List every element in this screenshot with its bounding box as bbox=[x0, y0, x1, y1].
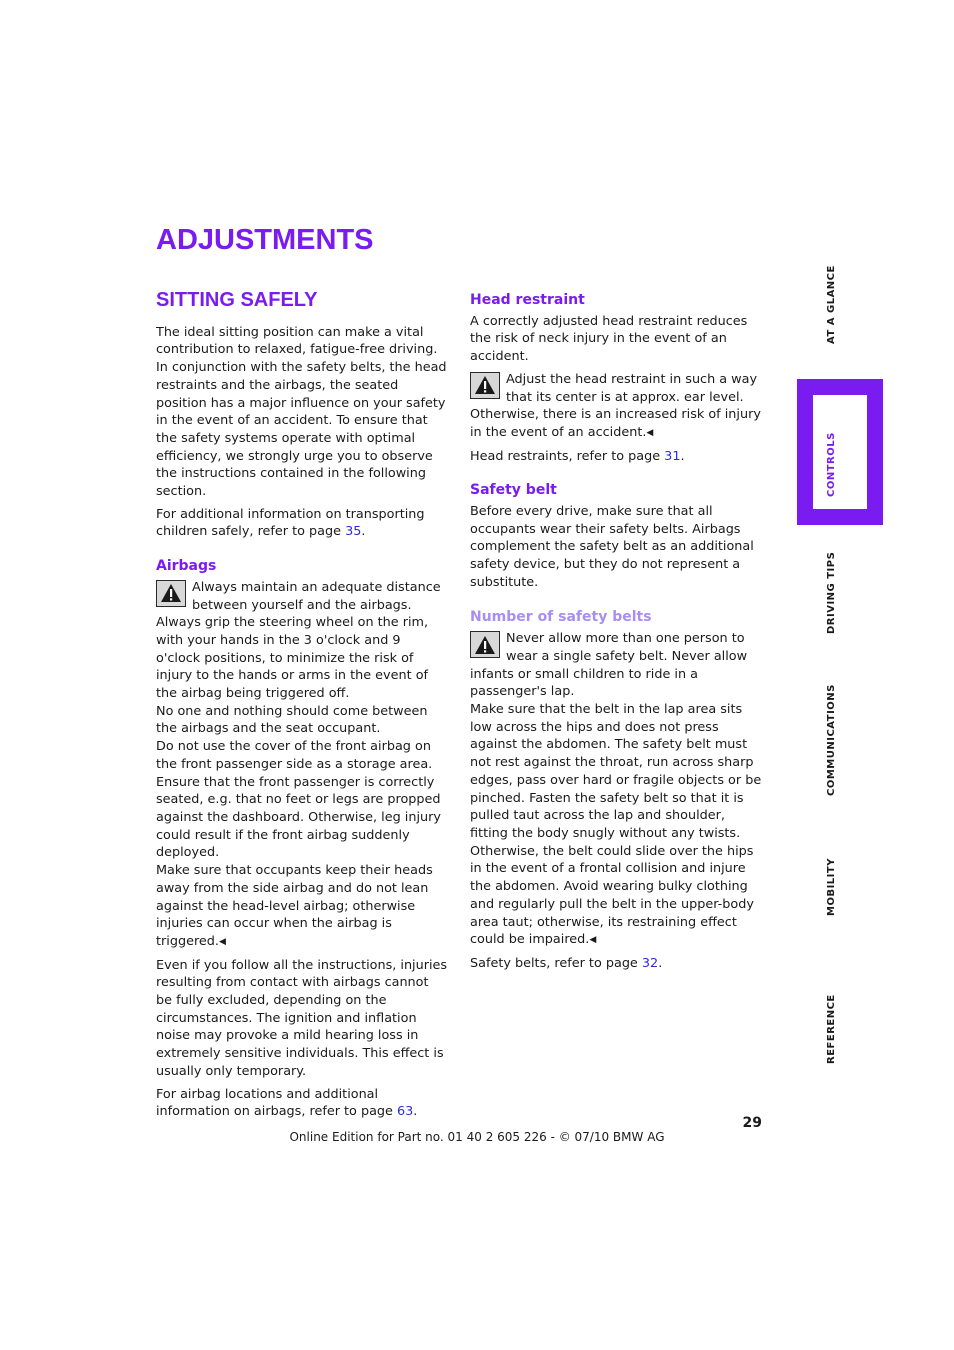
tab-label-mobility: MOBILITY bbox=[826, 858, 837, 916]
subheading-safety-belt: Safety belt bbox=[470, 482, 557, 499]
tab-label-at-a-glance: AT A GLANCE bbox=[826, 265, 837, 344]
airbag-warning: Always maintain an adequate distance between yourself and the airbags. Always grip the steering wheel on the rim, with your hands in the 3 o'clock and 9 o'clock positions, to minimize the risk of injury to the hands or arms in the event of the airbag being triggered off. bbox=[156, 579, 441, 702]
tab-communications[interactable] bbox=[797, 684, 884, 796]
page-link-32[interactable]: 32 bbox=[641, 955, 659, 971]
tab-driving-tips[interactable] bbox=[797, 551, 884, 634]
end-of-warning-icon: ◀ bbox=[589, 935, 597, 946]
airbag-warning-2: No one and nothing should come between the airbags and the seat occupant. bbox=[156, 703, 428, 737]
number-belts-warning-2: Make sure that the belt in the lap area sits low across the hips and does not press against the abdomen. The safety belt must not rest against the throat, run across sharp edges, pass over hard or fragile objects or be pinched. Fasten the safety belt so that it is pulled taut across the lap and shoulder, fitting the body snugly without any twists. Otherwise, the belt could slide over the hips in the event of a frontal collision and injure the abdomen. Avoid wearing bulky clothing and regularly pull the belt in the upper-body area taut; otherwise, its restraining effect could be impaired.◀ bbox=[470, 702, 762, 948]
intro-paragraph: The ideal sitting position can make a vital contribution to relaxed, fatigue-free driving. In conjunction with the safety belts, the head restraints and the airbags, the seated position has a major influence on your safety in the event of an accident. To ensure that the safety systems operate with optimal efficiency, we strongly urge you to observe the instructions contained in the following section. bbox=[156, 324, 447, 500]
tab-at-a-glance[interactable] bbox=[797, 265, 884, 344]
chapter-thumb-tabs bbox=[797, 260, 884, 1080]
head-restraint-reference: Head restraints, refer to page 31. bbox=[470, 448, 685, 464]
tab-label-controls: CONTROLS bbox=[826, 432, 837, 497]
right-column bbox=[470, 290, 762, 978]
left-column bbox=[156, 290, 448, 1126]
airbag-injuries-paragraph: Even if you follow all the instructions, injuries resulting from contact with airbags cannot be fully excluded, depending on the circumstances. The ignition and inflation noise may provoke a mild hearing loss in extremely sensitive individuals. This effect is usually only temporary. bbox=[156, 957, 448, 1079]
tab-controls-active[interactable] bbox=[797, 379, 883, 525]
airbag-locations-reference: For airbag locations and additional information on airbags, refer to page 63. bbox=[156, 1086, 418, 1120]
tab-label-driving-tips: DRIVING TIPS bbox=[826, 551, 837, 634]
tab-mobility[interactable] bbox=[797, 860, 884, 916]
warning-triangle-icon bbox=[156, 580, 186, 607]
page-title: ADJUSTMENTS bbox=[156, 224, 374, 256]
warning-triangle-icon bbox=[470, 372, 500, 399]
end-of-warning-icon: ◀ bbox=[219, 936, 226, 947]
tab-label-reference: REFERENCE bbox=[826, 994, 837, 1064]
subheading-head-restraint: Head restraint bbox=[470, 292, 585, 308]
tab-label-communications: COMMUNICATIONS bbox=[826, 684, 837, 796]
end-of-warning-icon: ◀ bbox=[646, 427, 654, 438]
tab-controls-inner bbox=[813, 395, 867, 509]
safety-belts-reference: Safety belts, refer to page 32. bbox=[470, 955, 663, 971]
subheading-number-of-safety-belts: Number of safety belts bbox=[470, 608, 652, 625]
airbag-warning-4: Make sure that occupants keep their heads away from the side airbag and do not lean against the head-level airbag; otherwise injuries can occur when the airbag is triggered.◀ bbox=[156, 863, 433, 949]
footer-edition-note: Online Edition for Part no. 01 40 2 605 226 - © 07/10 BMW AG bbox=[289, 1130, 665, 1144]
page-link-35[interactable]: 35 bbox=[345, 524, 362, 540]
head-restraint-warning: Adjust the head restraint in such a way that its center is at approx. ear level. Otherwise, there is an increased risk of injury in the event of an accident.◀ bbox=[470, 371, 761, 440]
page-link-63[interactable]: 63 bbox=[397, 1104, 414, 1120]
page-number: 29 bbox=[742, 1115, 762, 1131]
head-restraint-paragraph: A correctly adjusted head restraint reduces the risk of neck injury in the event of an accident. bbox=[470, 313, 748, 365]
airbag-warning-3: Do not use the cover of the front airbag on the front passenger side as a storage area. Ensure that the front passenger is correctly seated, e.g. that no feet or legs are propped against the dashboard. Otherwise, leg injury could result if the front airbag suddenly deployed. bbox=[156, 739, 441, 861]
section-heading-sitting-safely: SITTING SAFELY bbox=[156, 289, 318, 311]
warning-triangle-icon bbox=[470, 631, 500, 658]
safety-belt-paragraph: Before every drive, make sure that all occupants wear their safety belts. Airbags complement the safety belt as an additional safety device, but they do not represent a substitute. bbox=[470, 504, 754, 590]
number-belts-warning: Never allow more than one person to wear a single safety belt. Never allow infants or small children to ride in a passenger's lap. bbox=[470, 631, 748, 700]
children-reference: For additional information on transporting children safely, refer to page 35. bbox=[156, 506, 425, 540]
page-link-31[interactable]: 31 bbox=[664, 448, 681, 464]
tab-reference[interactable] bbox=[797, 994, 884, 1064]
subheading-airbags: Airbags bbox=[156, 558, 217, 575]
